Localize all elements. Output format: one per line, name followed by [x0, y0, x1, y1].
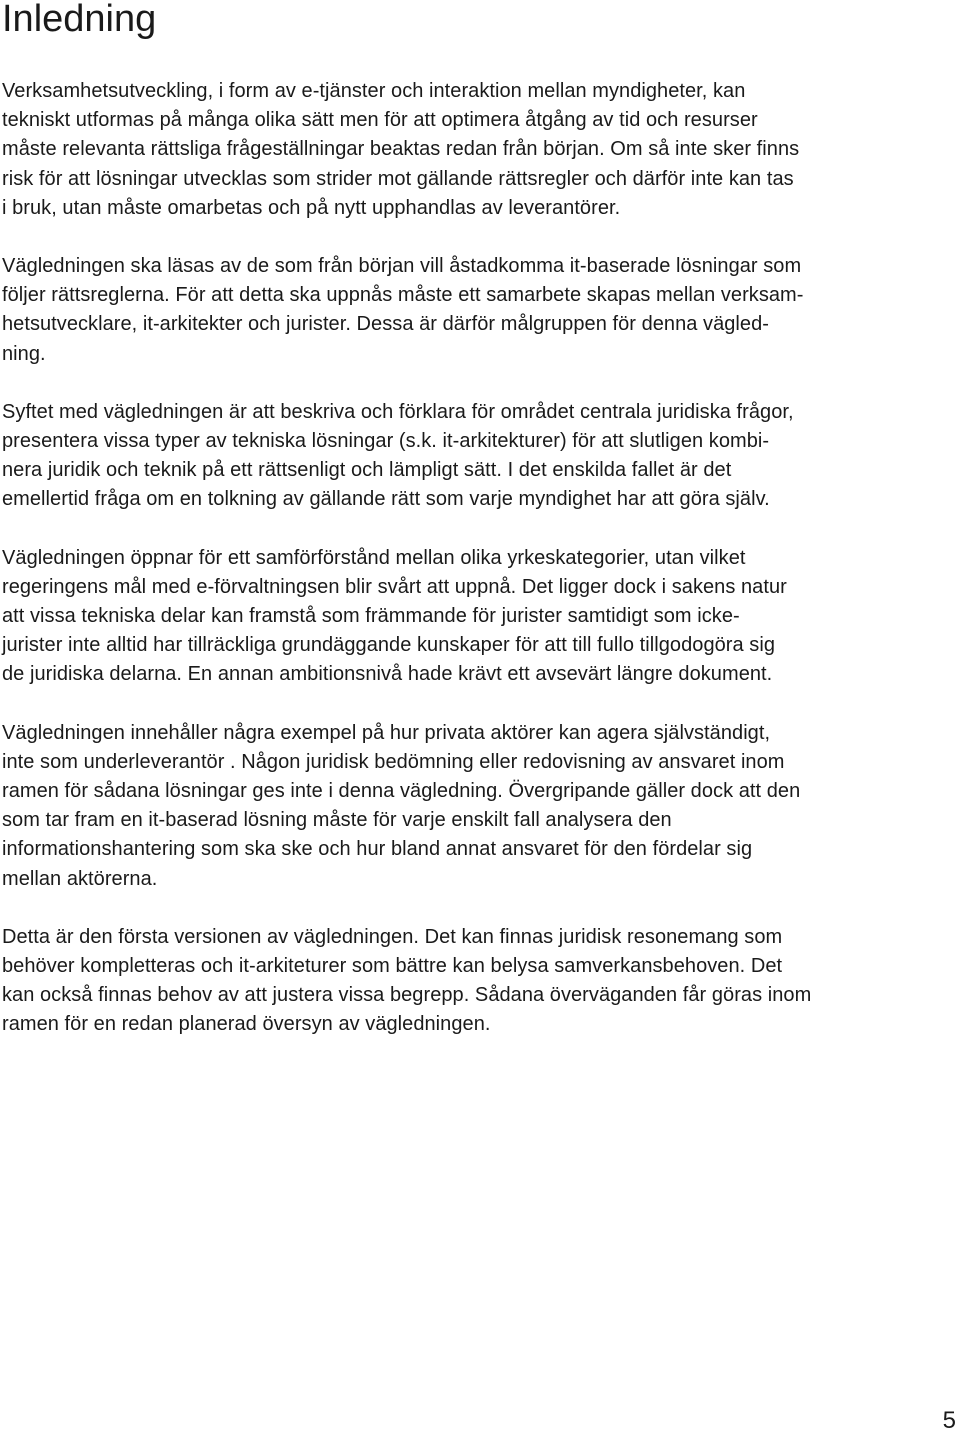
page-title: Inledning [2, 0, 157, 40]
page-number: 5 [942, 1407, 956, 1434]
document-body [2, 77, 958, 1069]
paragraph-6: Detta är den första versionen av vägledningen. Det kan finnas juridisk resonemang som behöver kompletteras och it-arkiteturer som bättre kan belysa samverkansbehoven. Det kan också finnas behov av att justera vissa begrepp. Sådana överväganden får göras inom ramen för en redan planerad översyn av vägledningen. [2, 925, 812, 1036]
paragraph-3: Syftet med vägledningen är att beskriva och förklara för området centrala juridiska frågor, presentera vissa typer av tekniska lösningar (s.k. it-arkitekturer) för att slutligen kombi- nera juridik och teknik på ett rättsenligt och lämpligt sätt. I det enskilda fallet är det emellertid fråga om en tolkning av gällande rätt som varje myndighet har att göra själv. [2, 400, 794, 511]
paragraph-2: Vägledningen ska läsas av de som från början vill åstadkomma it-baserade lösningar som följer rättsreglerna. För att detta ska uppnås måste ett samarbete skapas mellan verksam- hetsutvecklare, it-arkitekter och jurister. Dessa är därför målgruppen för denna vägled- ning. [2, 255, 804, 365]
paragraph-4: Vägledningen öppnar för ett samförförstånd mellan olika yrkeskategorier, utan vilket regeringens mål med e-förvaltningsen blir svårt att uppnå. Det ligger dock i sakens natur att vissa tekniska delar kan framstå som främmande för jurister samtidigt som icke- jurister inte alltid har tillräckliga grundäggande kunskaper för att till fullo tillgodogöra sig de juridiska delarna. En annan ambitionsnivå hade krävt ett avsevärt längre dokument. [2, 546, 787, 686]
paragraph-1: Verksamhetsutveckling, i form av e-tjänster och interaktion mellan myndigheter, kan tekniskt utformas på många olika sätt men för att optimera åtgång av tid och resurser måste relevanta rättsliga frågeställningar beaktas redan från början. Om så inte sker finns risk för att lösningar utvecklas som strider mot gällande rättsregler och därför inte kan tas i bruk, utan måste omarbetas och på nytt upphandlas av leverantörer. [2, 80, 800, 219]
paragraph-5: Vägledningen innehåller några exempel på hur privata aktörer kan agera självständigt, inte som underleverantör . Någon juridisk bedömning eller redovisning av ansvaret inom ramen för sådana lösningar ges inte i denna vägledning. Övergripande gäller dock att den som tar fram en it-baserad lösning måste för varje enskilt fall analysera den informationshantering som ska ske och hur bland annat ansvaret för den fördelar sig mellan aktörerna. [2, 721, 801, 890]
